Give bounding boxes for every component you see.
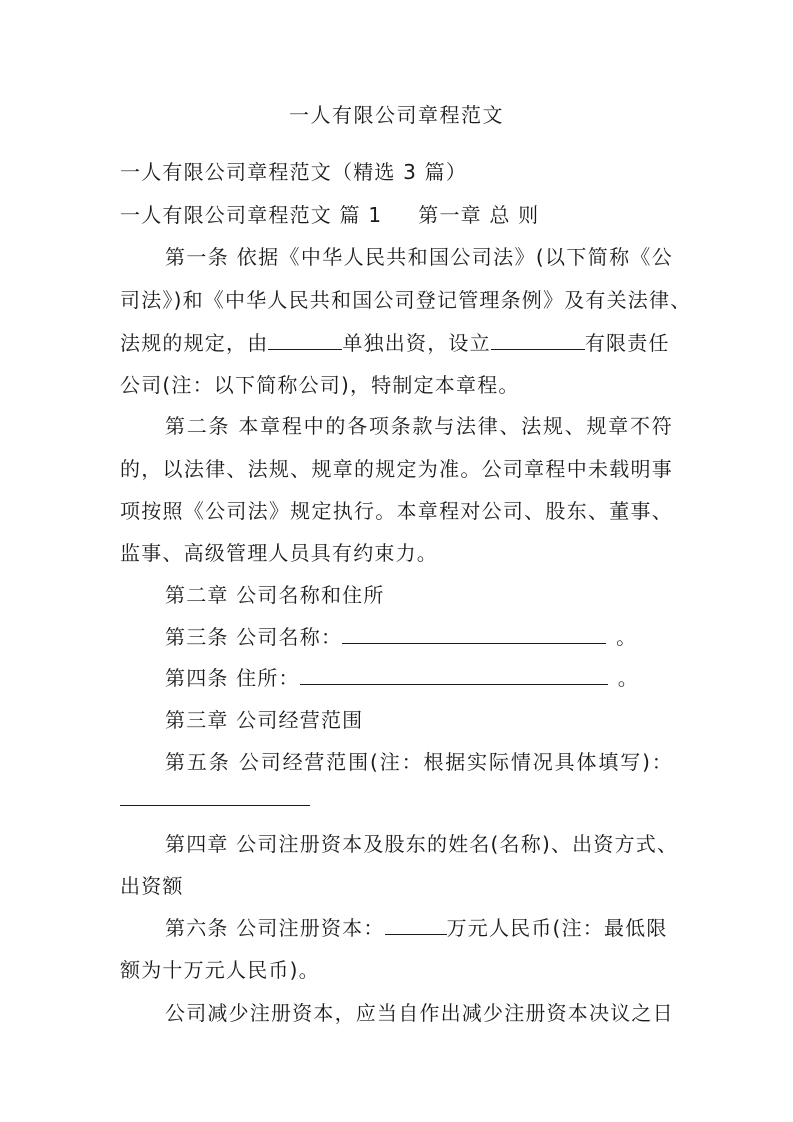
document-title: 一人有限公司章程范文	[289, 103, 504, 127]
article-2-line-4: 监事、高级管理人员具有约束力。	[120, 541, 438, 565]
article-1-line-3	[120, 329, 670, 357]
article-6-line-2: 额为十万元人民币)。	[120, 958, 320, 982]
address-field-blank	[300, 664, 608, 685]
article-4-end: 。	[617, 666, 639, 690]
article-1-text-b: 单独出资，设立	[342, 331, 491, 355]
article-1-line-4: 公司(注：以下简称公司)，特制定本章程。	[120, 373, 520, 397]
chapter-4-heading-line-2: 出资额	[120, 874, 184, 898]
article-1-line-1: 第一条 依据《中华人民共和国公司法》(以下简称《公	[165, 245, 673, 269]
article-3-label: 第三条 公司名称：	[165, 625, 343, 649]
piece-heading-row	[120, 201, 539, 229]
article-2-line-2: 的，以法律、法规、规章的规定为准。公司章程中未载明事	[120, 457, 673, 481]
article-1-line-2: 司法》)和《中华人民共和国公司登记管理条例》及有关法律、	[120, 288, 692, 312]
article-5-line-1: 第五条 公司经营范围(注：根据实际情况具体填写)：	[165, 750, 673, 774]
company-name-field-blank	[342, 623, 606, 644]
article-1-text-a: 法规的规定，由	[120, 331, 269, 355]
chapter-1-heading: 第一章 总 则	[418, 203, 540, 227]
article-1-text-c: 有限责任	[584, 331, 670, 355]
company-name-blank	[491, 329, 585, 350]
article-5-line-2	[120, 785, 310, 813]
piece-heading: 一人有限公司章程范文 篇 1	[120, 203, 383, 227]
article-4-line	[165, 664, 639, 692]
business-scope-blank	[120, 785, 310, 806]
article-3-line	[165, 623, 637, 651]
article-3-end: 。	[616, 625, 638, 649]
article-2-line-1: 第二条 本章程中的各项条款与法律、法规、规章不符	[165, 414, 673, 438]
article-4-label: 第四条 住所：	[165, 666, 300, 690]
investor-blank	[268, 329, 342, 350]
chapter-4-heading-line-1: 第四章 公司注册资本及股东的姓名(名称)、出资方式、	[165, 832, 679, 856]
chapter-3-heading: 第三章 公司经营范围	[165, 708, 364, 732]
article-6-text-a: 第六条 公司注册资本：	[165, 916, 385, 940]
article-2-line-3: 项按照《公司法》规定执行。本章程对公司、股东、董事、	[120, 499, 673, 523]
article-6-text-b: 万元人民币(注：最低限	[446, 916, 668, 940]
registered-capital-blank	[385, 914, 447, 935]
article-6-line-1	[165, 914, 668, 942]
document-subtitle: 一人有限公司章程范文（精选 3 篇）	[120, 160, 468, 184]
reduce-capital-paragraph: 公司减少注册资本，应当自作出减少注册资本决议之日	[165, 1001, 674, 1025]
chapter-2-heading: 第二章 公司名称和住所	[165, 583, 385, 607]
